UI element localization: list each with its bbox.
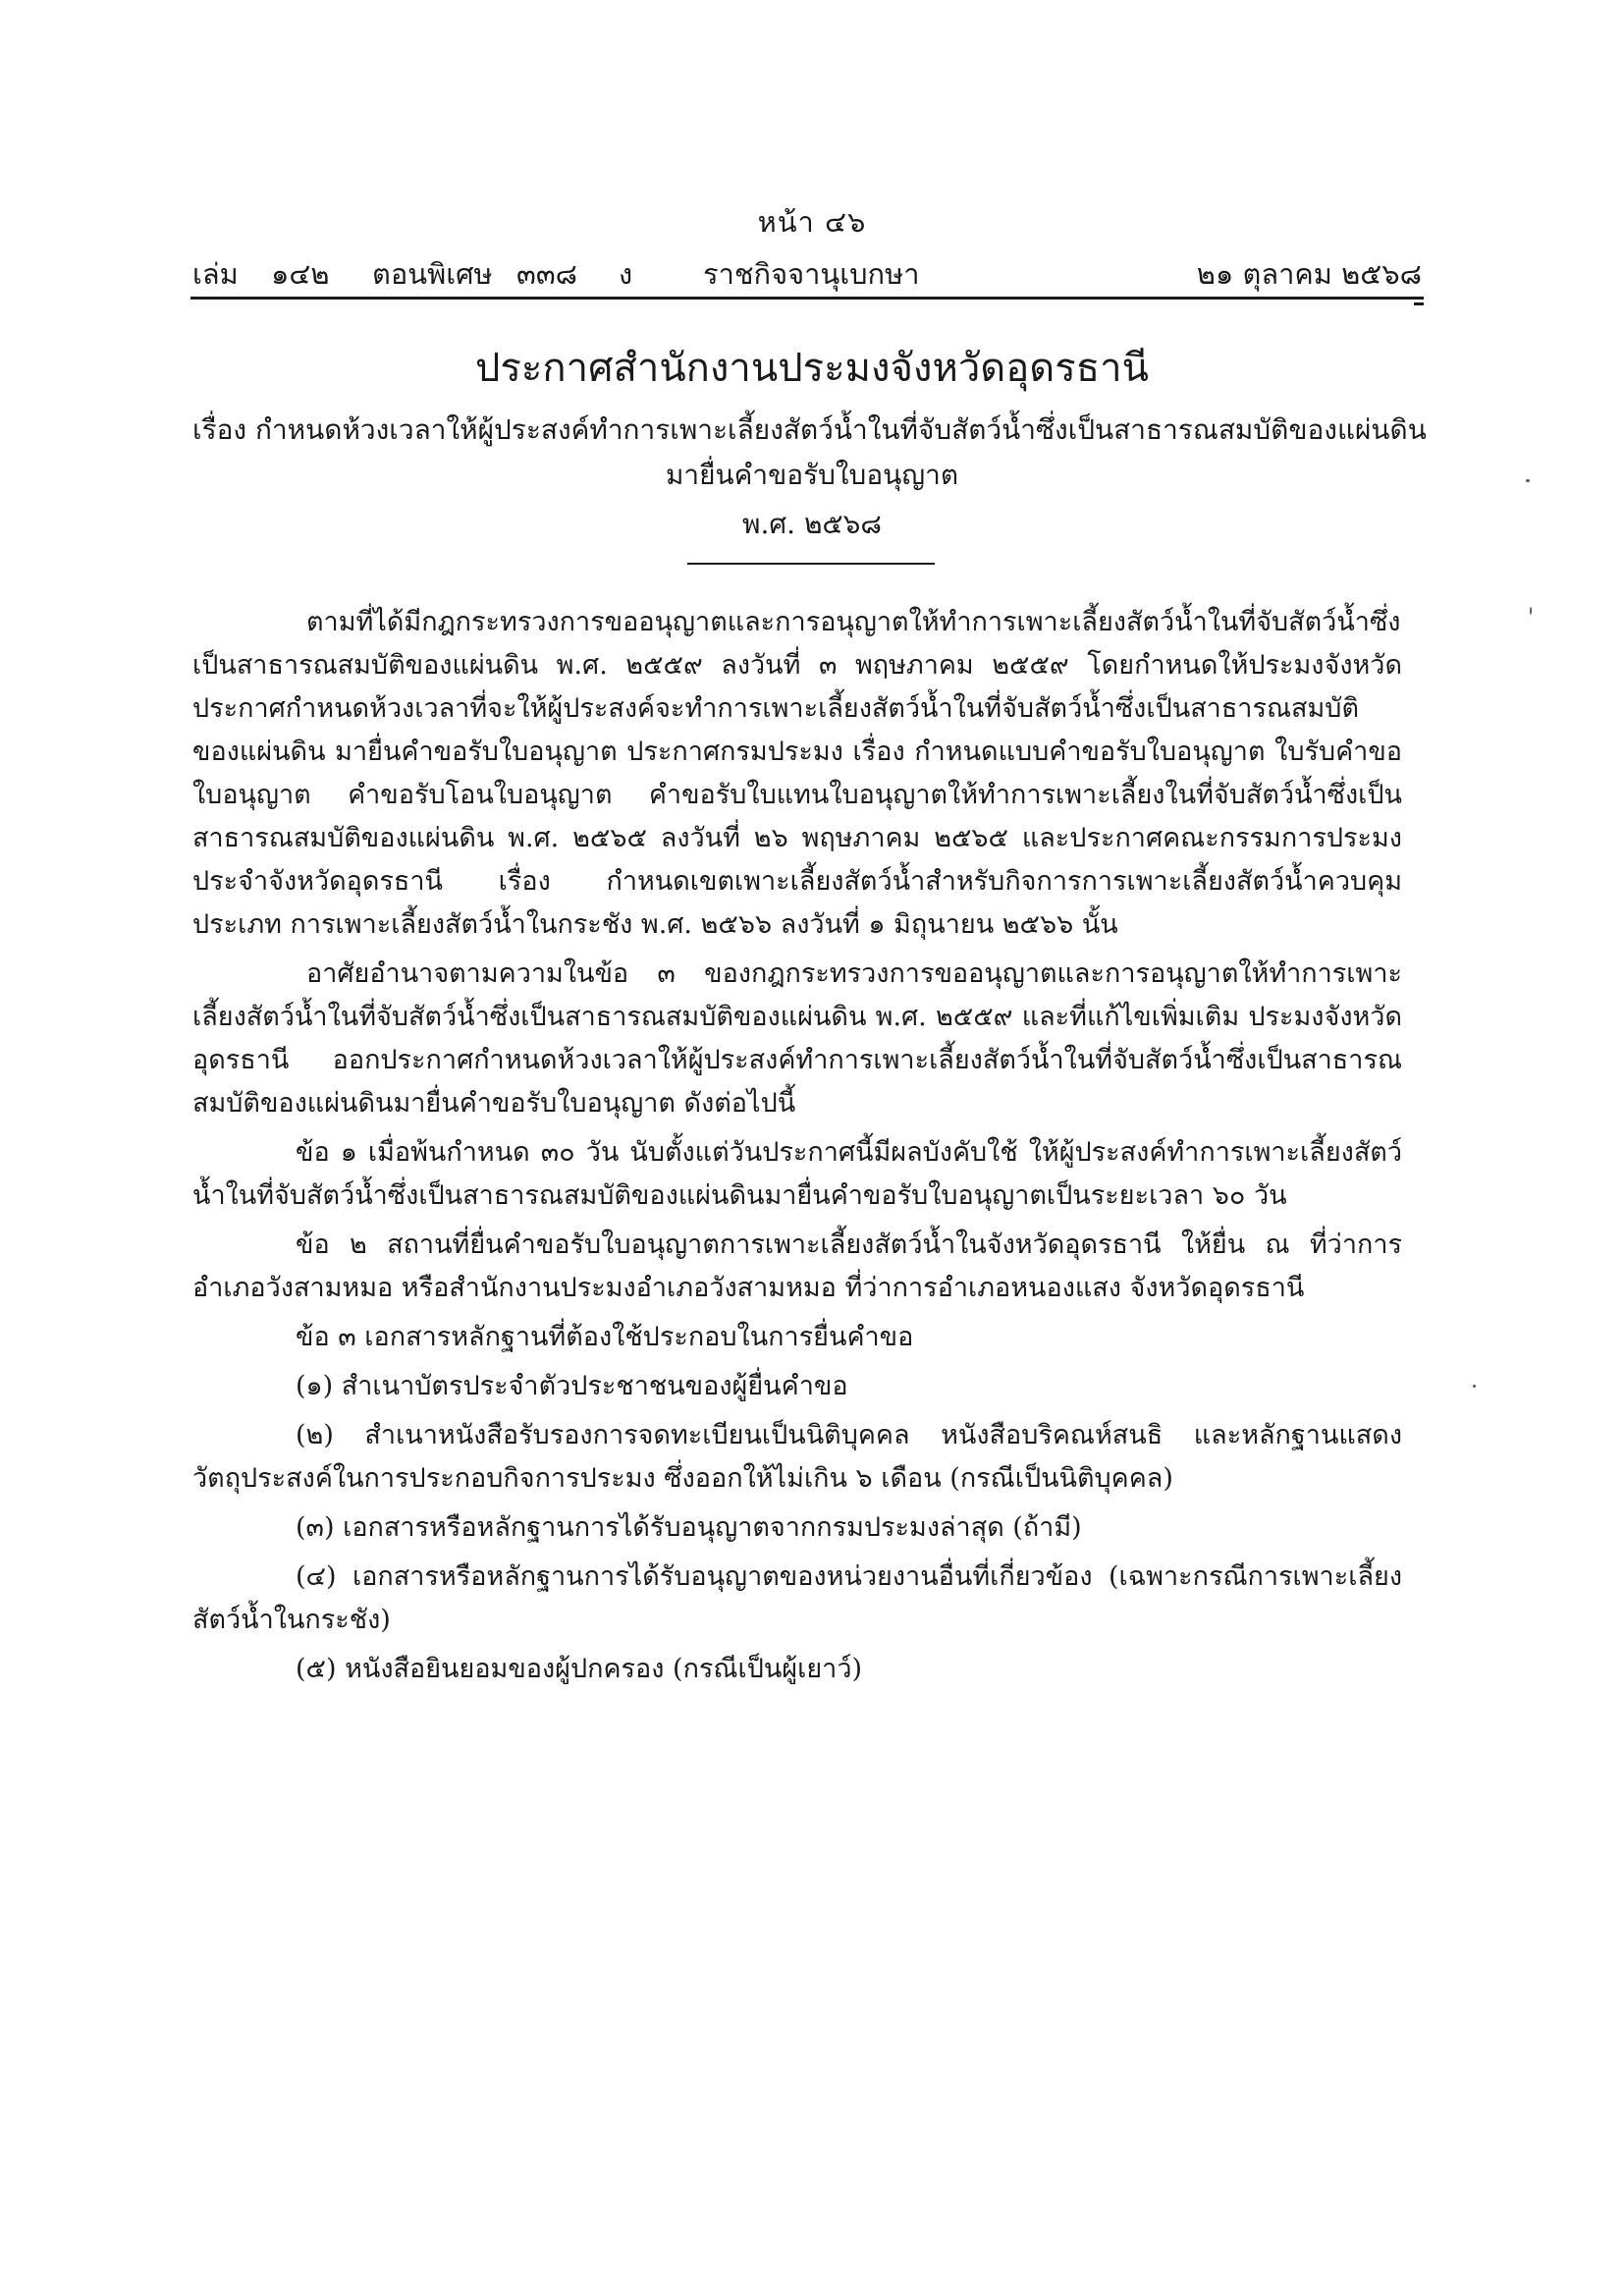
document-item-4: (๔) เอกสารหรือหลักฐานการได้รับอนุญาตของหน่วยงานอื่นที่เกี่ยวข้อง (เฉพาะกรณีการเพาะเลี้ยงสัตว์น้ำในกระชัง) bbox=[192, 1561, 1402, 1635]
header-divider-tail bbox=[1414, 293, 1424, 305]
announcement-body bbox=[192, 601, 1402, 1691]
volume-label: เล่ม bbox=[192, 257, 239, 291]
volume-number: ๑๔๒ bbox=[271, 257, 330, 291]
issue-number: ๓๓๘ bbox=[516, 257, 578, 291]
clause-3: ข้อ ๓ เอกสารหลักฐานที่ต้องใช้ประกอบในการยื่นคำขอ bbox=[296, 1322, 914, 1352]
announcement-title: ประกาศสำนักงานประมงจังหวัดอุดรธานี bbox=[475, 346, 1149, 391]
document-item-5: (๕) หนังสือยินยอมของผู้ปกครอง (กรณีเป็นผู้เยาว์) bbox=[296, 1654, 863, 1684]
announcement-year: พ.ศ. ๒๕๖๘ bbox=[742, 508, 882, 540]
document-item-3: (๓) เอกสารหรือหลักฐานการได้รับอนุญาตจากกรมประมงล่าสุด (ถ้ามี) bbox=[296, 1512, 1082, 1543]
announcement-subject-line-2: มายื่นคำขอรับใบอนุญาต bbox=[665, 459, 959, 491]
document-item-2: (๒) สำเนาหนังสือรับรองการจดทะเบียนเป็นนิติบุคคล หนังสือบริคณห์สนธิ และหลักฐานแสดงวัตถุประสงค์ในการประกอบกิจการประมง ซึ่งออกให้ไม่เกิน ๖ เดือน (กรณีเป็นนิติบุคคล) bbox=[192, 1420, 1402, 1494]
section-letter: ง bbox=[619, 257, 633, 291]
preamble-paragraph: ตามที่ได้มีกฎกระทรวงการขออนุญาตและการอนุญาตให้ทำการเพาะเลี้ยงสัตว์น้ำในที่จับสัตว์น้ำซึ่งเป็นสาธารณสมบัติของแผ่นดิน พ.ศ. ๒๕๕๙ ลงวันที่ ๓ พฤษภาคม ๒๕๕๙ โดยกำหนดให้ประมงจังหวัดประกาศกำหนดห้วงเวลาที่จะให้ผู้ประสงค์จะทำการเพาะเลี้ยงสัตว์น้ำในที่จับสัตว์น้ำซึ่งเป็นสาธารณสมบัติของแผ่นดิน มายื่นคำขอรับใบอนุญาต ประกาศกรมประมง เรื่อง กำหนดแบบคำขอรับใบอนุญาต ใบรับคำขอ ใบอนุญาต คำขอรับโอนใบอนุญาต คำขอรับใบแทนใบอนุญาตให้ทำการเพาะเลี้ยงในที่จับสัตว์น้ำซึ่งเป็นสาธารณสมบัติของแผ่นดิน พ.ศ. ๒๕๖๕ ลงวันที่ ๒๖ พฤษภาคม ๒๕๖๕ และประกาศคณะกรรมการประมงประจำจังหวัดอุดรธานี เรื่อง กำหนดเขตเพาะเลี้ยงสัตว์น้ำสำหรับกิจการการเพาะเลี้ยงสัตว์น้ำควบคุม ประเภท การเพาะเลี้ยงสัตว์น้ำในกระชัง พ.ศ. ๒๕๖๖ ลงวันที่ ๑ มิถุนายน ๒๕๖๖ นั้น bbox=[192, 607, 1402, 940]
scan-speck bbox=[1530, 607, 1532, 615]
scan-speck bbox=[1473, 1385, 1476, 1388]
issue-label: ตอนพิเศษ bbox=[372, 257, 493, 291]
publication-date: ๒๑ ตุลาคม ๒๕๖๘ bbox=[1196, 257, 1422, 291]
document-item-1: (๑) สำเนาบัตรประจำตัวประชาชนของผู้ยื่นคำขอ bbox=[296, 1371, 848, 1401]
page-number: หน้า ๔๖ bbox=[757, 205, 867, 239]
header-divider bbox=[190, 297, 1424, 300]
gazette-name: ราชกิจจานุเบกษา bbox=[703, 257, 920, 291]
title-divider bbox=[687, 563, 935, 565]
scan-speck bbox=[1526, 479, 1530, 482]
clause-1: ข้อ ๑ เมื่อพ้นกำหนด ๓๐ วัน นับตั้งแต่วันประกาศนี้มีผลบังคับใช้ ให้ผู้ประสงค์ทำการเพาะเลี้ยงสัตว์น้ำในที่จับสัตว์น้ำซึ่งเป็นสาธารณสมบัติของแผ่นดินมายื่นคำขอรับใบอนุญาตเป็นระยะเวลา ๖๐ วัน bbox=[192, 1137, 1402, 1211]
announcement-subject-line-1: เรื่อง กำหนดห้วงเวลาให้ผู้ประสงค์ทำการเพาะเลี้ยงสัตว์น้ำในที่จับสัตว์น้ำซึ่งเป็นสาธารณสมบัติของแผ่นดิน bbox=[192, 413, 1427, 446]
clause-2: ข้อ ๒ สถานที่ยื่นคำขอรับใบอนุญาตการเพาะเลี้ยงสัตว์น้ำในจังหวัดอุดรธานี ให้ยื่น ณ ที่ว่าการอำเภอวังสามหมอ หรือสำนักงานประมงอำเภอวังสามหมอ ที่ว่าการอำเภอหนองแสง จังหวัดอุดรธานี bbox=[192, 1229, 1402, 1303]
gazette-header bbox=[192, 251, 1422, 291]
authority-paragraph: อาศัยอำนาจตามความในข้อ ๓ ของกฎกระทรวงการขออนุญาตและการอนุญาตให้ทำการเพาะเลี้ยงสัตว์น้ำในที่จับสัตว์น้ำซึ่งเป็นสาธารณสมบัติของแผ่นดิน พ.ศ. ๒๕๕๙ และที่แก้ไขเพิ่มเติม ประมงจังหวัดอุดรธานี ออกประกาศกำหนดห้วงเวลาให้ผู้ประสงค์ทำการเพาะเลี้ยงสัตว์น้ำในที่จับสัตว์น้ำซึ่งเป็นสาธารณสมบัติของแผ่นดินมายื่นคำขอรับใบอนุญาต ดังต่อไปนี้ bbox=[192, 958, 1402, 1119]
